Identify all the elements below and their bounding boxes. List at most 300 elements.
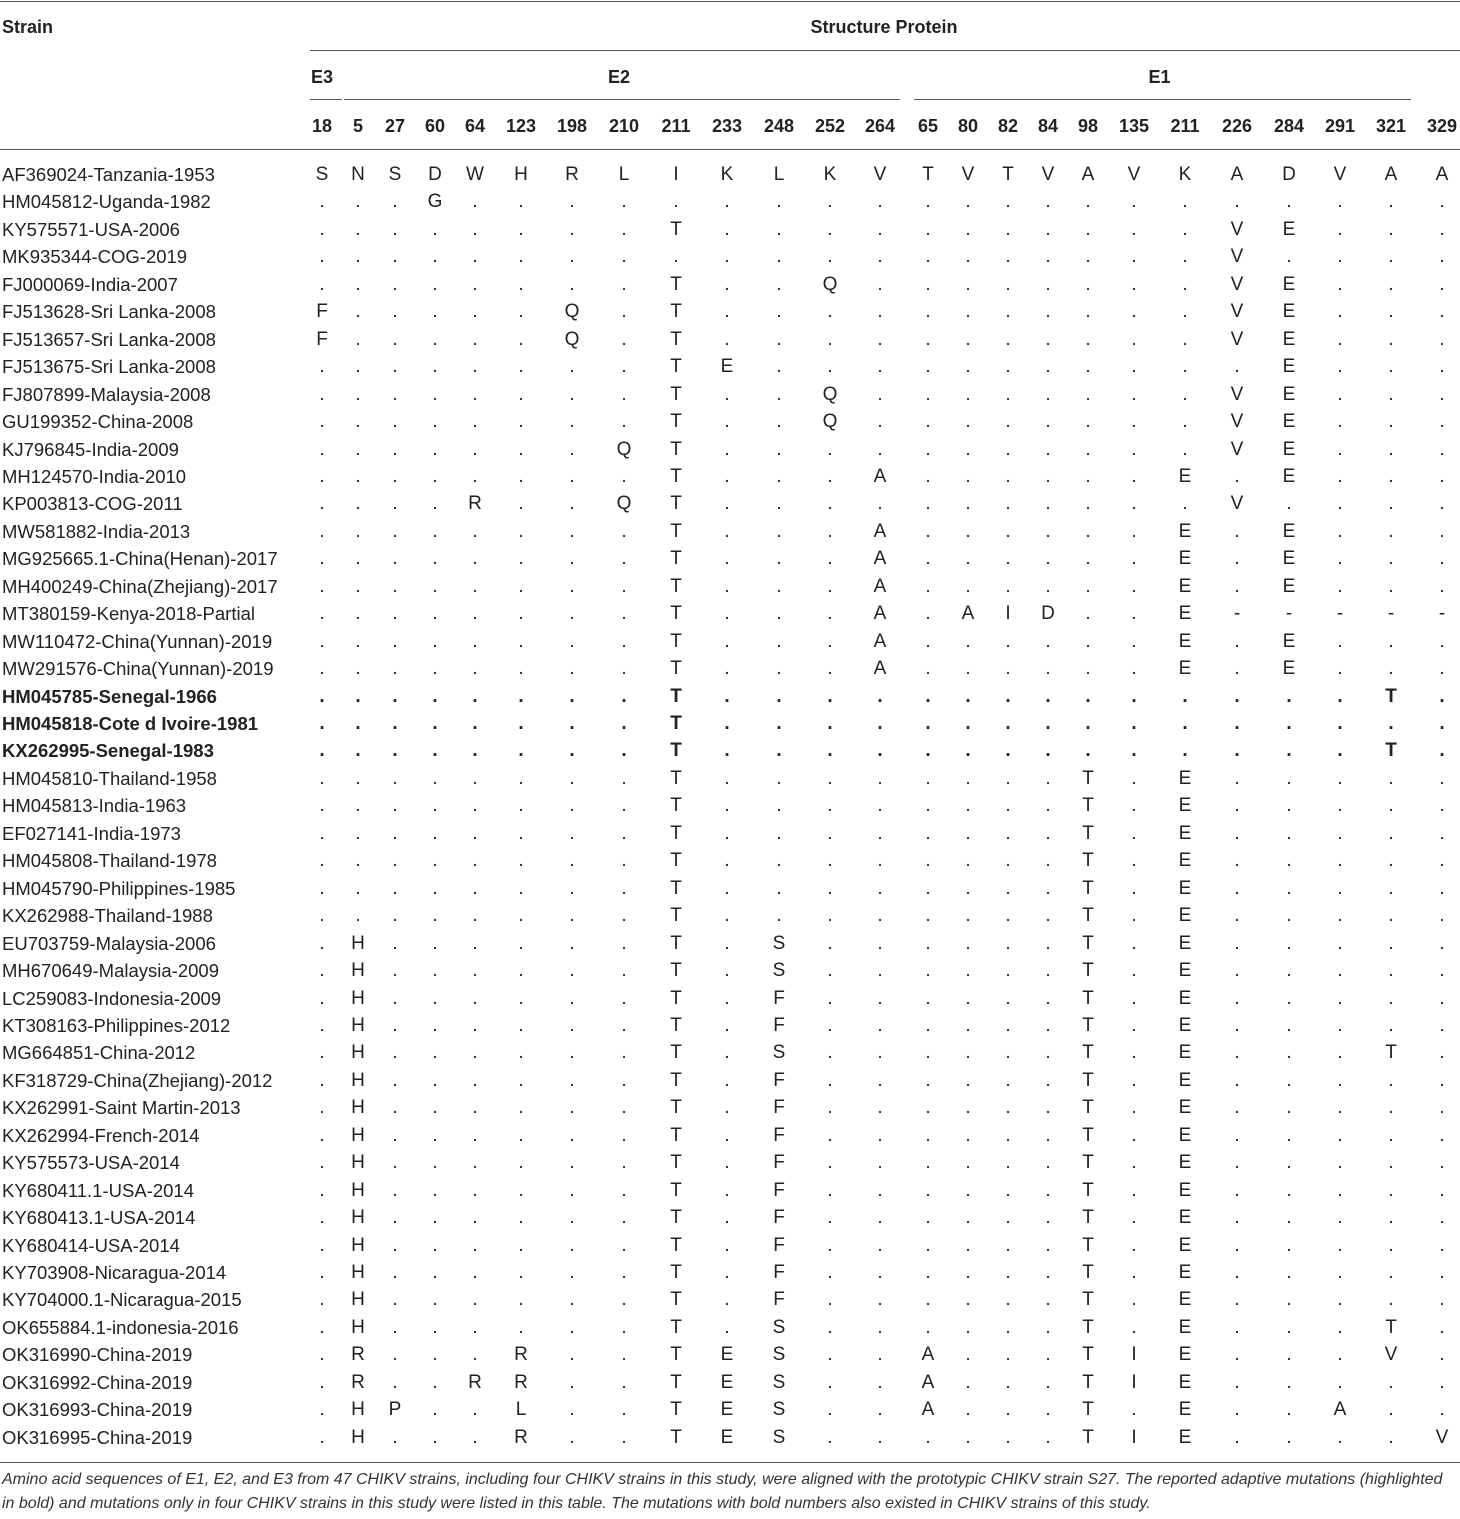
residue-cell: S	[772, 1316, 786, 1338]
residue-cell: .	[1045, 465, 1051, 487]
residue-cell: .	[1337, 740, 1343, 762]
residue-cell: .	[1439, 1124, 1445, 1146]
residue-cell: .	[1388, 713, 1394, 734]
residue-cell: .	[877, 1014, 883, 1036]
residue-cell: .	[877, 822, 883, 844]
residue-cell: .	[877, 877, 883, 899]
residue-cell: .	[1005, 438, 1011, 460]
residue-cell: .	[1388, 465, 1394, 487]
residue-cell: .	[472, 438, 478, 460]
residue-cell: .	[1131, 218, 1137, 240]
residue-cell: .	[1045, 685, 1051, 707]
residue-cell: .	[1045, 713, 1051, 734]
residue-cell: .	[1388, 301, 1394, 323]
residue-cell: .	[1234, 795, 1240, 817]
residue-cell: .	[392, 767, 398, 789]
residue-cell: .	[472, 575, 478, 597]
residue-cell: .	[965, 767, 971, 789]
residue-cell: .	[1286, 1097, 1292, 1119]
residue-cell: .	[1131, 465, 1137, 487]
residue-cell: .	[965, 713, 971, 734]
residue-cell: T	[670, 1207, 682, 1229]
residue-cell: .	[432, 905, 438, 927]
residue-cell: .	[1131, 191, 1137, 213]
residue-cell: .	[392, 603, 398, 625]
residue-cell: .	[1045, 383, 1051, 405]
residue-cell: .	[877, 1262, 883, 1283]
strain-name: MW581882-India-2013	[2, 520, 191, 542]
residue-cell: .	[1182, 685, 1188, 707]
residue-cell: .	[827, 630, 833, 652]
residue-cell: .	[827, 438, 833, 460]
residue-cell: A	[921, 1344, 935, 1366]
residue-cell: .	[518, 218, 524, 240]
residue-cell: .	[392, 1179, 398, 1201]
residue-cell: .	[877, 713, 883, 734]
residue-cell: .	[673, 191, 679, 213]
residue-cell: .	[1131, 1042, 1137, 1064]
residue-cell: .	[319, 575, 325, 597]
residue-cell: T	[1082, 1316, 1094, 1338]
residue-cell: .	[518, 1069, 524, 1091]
residue-cell: .	[1005, 301, 1011, 323]
residue-cell: .	[355, 630, 361, 652]
residue-cell: .	[569, 383, 575, 405]
position-header: 82	[997, 116, 1019, 136]
residue-cell: .	[1234, 356, 1240, 378]
residue-cell: A	[1435, 164, 1449, 185]
residue-cell: .	[1005, 1014, 1011, 1036]
residue-cell: T	[1082, 877, 1094, 899]
residue-cell: E	[1178, 658, 1192, 680]
residue-cell: .	[925, 246, 931, 268]
residue-cell: D	[428, 164, 442, 185]
residue-cell: .	[1182, 218, 1188, 240]
residue-cell: T	[1082, 1097, 1094, 1119]
residue-cell: .	[1131, 1014, 1137, 1036]
residue-cell: .	[1439, 273, 1445, 295]
residue-cell: .	[1131, 356, 1137, 378]
residue-cell: .	[1439, 575, 1445, 597]
residue-cell: .	[1131, 246, 1137, 268]
residue-cell: .	[724, 767, 730, 789]
residue-cell: .	[1234, 1399, 1240, 1421]
residue-cell: .	[1439, 1316, 1445, 1338]
residue-cell: .	[827, 1234, 833, 1256]
residue-cell: .	[1131, 1399, 1137, 1421]
residue-cell: .	[724, 877, 730, 899]
residue-cell: A	[873, 603, 887, 625]
residue-cell: .	[1005, 658, 1011, 680]
residue-cell: F	[773, 1289, 785, 1311]
residue-cell: .	[827, 877, 833, 899]
residue-cell: .	[569, 1344, 575, 1366]
residue-cell: .	[724, 1289, 730, 1311]
residue-cell: .	[1085, 630, 1091, 652]
residue-cell: .	[1388, 1371, 1394, 1393]
residue-cell: .	[1005, 877, 1011, 899]
residue-cell: .	[1131, 273, 1137, 295]
strain-name: KF318729-China(Zhejiang)-2012	[2, 1069, 273, 1091]
residue-cell: E	[1178, 877, 1192, 899]
residue-cell: .	[925, 411, 931, 433]
residue-cell: .	[724, 630, 730, 652]
residue-cell: .	[1439, 218, 1445, 240]
residue-cell: L	[773, 164, 785, 185]
residue-cell: A	[873, 520, 887, 542]
residue-cell: .	[355, 795, 361, 817]
residue-cell: .	[965, 548, 971, 570]
residue-cell: .	[569, 411, 575, 433]
residue-cell: .	[965, 191, 971, 213]
residue-cell: .	[925, 630, 931, 652]
residue-cell: .	[925, 1124, 931, 1146]
residue-cell: F	[773, 1207, 785, 1229]
residue-cell: .	[877, 1152, 883, 1174]
residue-cell: .	[319, 1152, 325, 1174]
residue-cell: .	[827, 767, 833, 789]
residue-cell: .	[355, 603, 361, 625]
residue-cell: .	[1045, 548, 1051, 570]
residue-cell: .	[621, 383, 627, 405]
residue-cell: .	[925, 1262, 931, 1283]
residue-cell: .	[965, 1371, 971, 1393]
residue-cell: .	[518, 822, 524, 844]
position-header: 211	[661, 116, 691, 136]
residue-cell: .	[518, 630, 524, 652]
residue-cell: .	[965, 1097, 971, 1119]
strain-name: FJ513675-Sri Lanka-2008	[2, 356, 216, 378]
residue-cell: .	[355, 273, 361, 295]
residue-cell: .	[392, 1371, 398, 1393]
residue-cell: .	[392, 438, 398, 460]
residue-cell: .	[1337, 932, 1343, 954]
residue-cell: .	[569, 932, 575, 954]
residue-cell: E	[1178, 630, 1192, 652]
residue-cell: E	[1282, 438, 1296, 460]
residue-cell: .	[827, 575, 833, 597]
residue-cell: T	[670, 685, 682, 707]
residue-cell: H	[351, 1014, 365, 1036]
residue-cell: .	[673, 246, 679, 268]
residue-cell: .	[1234, 960, 1240, 982]
residue-cell: .	[1131, 520, 1137, 542]
residue-cell: .	[392, 822, 398, 844]
residue-cell: T	[1082, 960, 1094, 982]
residue-cell: .	[472, 411, 478, 433]
residue-cell: .	[965, 877, 971, 899]
residue-cell: F	[773, 1152, 785, 1174]
residue-cell: .	[1388, 1014, 1394, 1036]
residue-cell: .	[472, 328, 478, 350]
residue-cell: .	[432, 1097, 438, 1119]
residue-cell: .	[1005, 1042, 1011, 1064]
residue-cell: .	[392, 1097, 398, 1119]
residue-cell: .	[319, 1316, 325, 1338]
residue-cell: .	[877, 438, 883, 460]
position-header: 233	[711, 116, 743, 136]
residue-cell: E	[1178, 465, 1192, 487]
residue-cell: .	[1182, 740, 1188, 762]
residue-cell: .	[1005, 822, 1011, 844]
residue-cell: T	[670, 301, 682, 323]
residue-cell: .	[724, 411, 730, 433]
residue-cell: .	[724, 575, 730, 597]
residue-cell: .	[621, 1207, 627, 1229]
residue-cell: .	[827, 932, 833, 954]
residue-cell: .	[925, 218, 931, 240]
residue-cell: .	[925, 1234, 931, 1256]
residue-cell: .	[621, 520, 627, 542]
residue-cell: N	[351, 164, 365, 185]
strain-name: KY680411.1-USA-2014	[2, 1179, 194, 1201]
residue-cell: .	[776, 575, 782, 597]
residue-cell: .	[1388, 932, 1394, 954]
residue-cell: .	[392, 630, 398, 652]
residue-cell: .	[319, 1069, 325, 1091]
residue-cell: T	[670, 383, 682, 405]
residue-cell: .	[1131, 603, 1137, 625]
residue-cell: .	[877, 1179, 883, 1201]
residue-cell: .	[1085, 246, 1091, 268]
residue-cell: .	[827, 1207, 833, 1229]
residue-cell: D	[1041, 603, 1055, 625]
residue-cell: .	[827, 1344, 833, 1366]
residue-cell: E	[1282, 383, 1296, 405]
residue-cell: .	[392, 1289, 398, 1311]
residue-cell: .	[1045, 1207, 1051, 1229]
residue-cell: .	[1005, 685, 1011, 707]
residue-cell: .	[1337, 301, 1343, 323]
strain-name: HM045818-Cote d Ivoire-1981	[2, 713, 259, 734]
residue-cell: .	[1045, 630, 1051, 652]
residue-cell: .	[1286, 713, 1292, 734]
residue-cell: R	[565, 164, 579, 185]
residue-cell: .	[925, 191, 931, 213]
strain-name: MW110472-China(Yunnan)-2019	[2, 630, 273, 652]
residue-cell: E	[1282, 328, 1296, 350]
residue-cell: .	[472, 1316, 478, 1338]
residue-cell: .	[1045, 493, 1051, 515]
residue-cell: .	[392, 850, 398, 872]
residue-cell: E	[1282, 301, 1296, 323]
rule-structure-protein	[310, 50, 1460, 51]
residue-cell: .	[1234, 877, 1240, 899]
residue-cell: .	[621, 246, 627, 268]
residue-cell: .	[518, 575, 524, 597]
residue-cell: .	[392, 685, 398, 707]
position-header: 98	[1077, 116, 1099, 136]
residue-cell: T	[670, 493, 682, 515]
residue-cell: .	[1337, 877, 1343, 899]
position-header: 210	[608, 116, 640, 136]
residue-cell: .	[1286, 740, 1292, 762]
residue-cell: E	[1282, 548, 1296, 570]
residue-cell: .	[1286, 1069, 1292, 1091]
residue-cell: .	[1045, 1042, 1051, 1064]
residue-cell: F	[316, 301, 328, 323]
residue-cell: .	[1337, 685, 1343, 707]
residue-cell: .	[877, 218, 883, 240]
residue-cell: .	[1131, 1152, 1137, 1174]
residue-cell: .	[392, 246, 398, 268]
residue-cell: .	[1131, 877, 1137, 899]
residue-cell: .	[472, 1262, 478, 1283]
residue-cell: V	[1435, 1426, 1449, 1448]
residue-cell: .	[1182, 713, 1188, 734]
residue-cell: .	[621, 630, 627, 652]
residue-cell: .	[965, 328, 971, 350]
residue-cell: .	[1005, 273, 1011, 295]
residue-cell: .	[518, 1207, 524, 1229]
residue-cell: .	[569, 1207, 575, 1229]
residue-cell: .	[965, 630, 971, 652]
residue-cell: .	[518, 960, 524, 982]
residue-cell: .	[776, 905, 782, 927]
residue-cell: .	[1286, 1289, 1292, 1311]
residue-cell: E	[1178, 1371, 1192, 1393]
residue-cell: .	[827, 493, 833, 515]
residue-cell: .	[776, 411, 782, 433]
residue-cell: E	[1282, 520, 1296, 542]
residue-cell: .	[355, 191, 361, 213]
residue-cell: .	[1234, 1097, 1240, 1119]
residue-cell: .	[1005, 411, 1011, 433]
residue-cell: .	[1045, 877, 1051, 899]
residue-cell: .	[1337, 1042, 1343, 1064]
residue-cell: .	[1005, 905, 1011, 927]
residue-cell: .	[355, 301, 361, 323]
residue-cell: .	[724, 1207, 730, 1229]
residue-cell: .	[319, 1234, 325, 1256]
residue-cell: E	[1282, 273, 1296, 295]
strain-name: LC259083-Indonesia-2009	[2, 987, 222, 1009]
residue-cell: E	[1178, 1234, 1192, 1256]
residue-cell: .	[1439, 1399, 1445, 1421]
residue-cell: .	[1005, 1179, 1011, 1201]
residue-cell: .	[472, 987, 478, 1009]
residue-cell: .	[319, 493, 325, 515]
residue-cell: T	[670, 1316, 682, 1338]
residue-cell: T	[670, 987, 682, 1009]
residue-cell: T	[670, 1399, 682, 1421]
residue-cell: .	[1131, 630, 1137, 652]
residue-cell: .	[925, 795, 931, 817]
residue-cell: .	[1337, 1124, 1343, 1146]
strain-name: HM045810-Thailand-1958	[2, 767, 217, 789]
residue-cell: .	[724, 301, 730, 323]
residue-cell: .	[965, 383, 971, 405]
residue-cell: .	[1388, 411, 1394, 433]
residue-cell: .	[1439, 191, 1445, 213]
residue-cell: .	[1439, 1179, 1445, 1201]
residue-cell: H	[351, 1069, 365, 1091]
strain-name: MH124570-India-2010	[2, 465, 187, 487]
residue-cell: .	[569, 1014, 575, 1036]
residue-cell: .	[1045, 438, 1051, 460]
residue-cell: .	[432, 1179, 438, 1201]
residue-cell: T	[1082, 1042, 1094, 1064]
residue-cell: .	[569, 520, 575, 542]
residue-cell: .	[1131, 301, 1137, 323]
residue-cell: .	[472, 767, 478, 789]
residue-cell: .	[1182, 383, 1188, 405]
residue-cell: .	[1005, 1371, 1011, 1393]
residue-cell: .	[1337, 1289, 1343, 1311]
position-header: 64	[464, 116, 486, 136]
residue-cell: .	[472, 822, 478, 844]
residue-cell: .	[877, 1371, 883, 1393]
residue-cell: .	[1005, 1152, 1011, 1174]
residue-cell: .	[1131, 575, 1137, 597]
residue-cell: H	[351, 1207, 365, 1229]
residue-cell: E	[1178, 850, 1192, 872]
residue-cell: E	[1282, 630, 1296, 652]
residue-cell: .	[319, 1399, 325, 1421]
residue-cell: V	[1230, 383, 1244, 405]
residue-cell: .	[518, 905, 524, 927]
strain-name: KX262988-Thailand-1988	[2, 905, 213, 927]
residue-cell: .	[1439, 630, 1445, 652]
residue-cell: .	[319, 603, 325, 625]
residue-cell: .	[877, 1069, 883, 1091]
residue-cell: .	[392, 1426, 398, 1448]
residue-cell: .	[518, 1097, 524, 1119]
residue-cell: .	[1388, 1399, 1394, 1421]
residue-cell: .	[925, 1316, 931, 1338]
residue-cell: .	[621, 1124, 627, 1146]
residue-cell: .	[621, 795, 627, 817]
position-header: 321	[1375, 116, 1407, 136]
residue-cell: .	[319, 877, 325, 899]
residue-cell: .	[1131, 960, 1137, 982]
residue-cell: .	[1085, 411, 1091, 433]
residue-cell: -	[1285, 603, 1293, 625]
residue-cell: .	[1234, 575, 1240, 597]
residue-cell: .	[877, 411, 883, 433]
residue-cell: E	[1178, 1399, 1192, 1421]
residue-cell: .	[392, 273, 398, 295]
residue-cell: .	[432, 273, 438, 295]
residue-cell: I	[1131, 1371, 1137, 1393]
residue-cell: .	[621, 932, 627, 954]
residue-cell: .	[1045, 301, 1051, 323]
residue-cell: .	[472, 1042, 478, 1064]
residue-cell: .	[569, 822, 575, 844]
residue-cell: .	[827, 1179, 833, 1201]
position-header: 123	[505, 116, 537, 136]
residue-cell: .	[1045, 960, 1051, 982]
residue-cell: .	[724, 548, 730, 570]
residue-cell: .	[1085, 191, 1091, 213]
residue-cell: .	[518, 328, 524, 350]
residue-cell: A	[921, 1399, 935, 1421]
residue-cell: R	[468, 1371, 482, 1393]
residue-cell: A	[873, 630, 887, 652]
residue-cell: .	[319, 850, 325, 872]
residue-cell: T	[1082, 1207, 1094, 1229]
residue-cell: .	[1388, 273, 1394, 295]
residue-cell: .	[1085, 658, 1091, 680]
residue-cell: .	[925, 575, 931, 597]
residue-cell: .	[319, 1371, 325, 1393]
residue-cell: .	[432, 246, 438, 268]
residue-cell: .	[965, 1207, 971, 1229]
residue-cell: .	[827, 603, 833, 625]
residue-cell: .	[392, 383, 398, 405]
residue-cell: .	[1045, 1399, 1051, 1421]
strain-name: EF027141-India-1973	[2, 822, 181, 844]
